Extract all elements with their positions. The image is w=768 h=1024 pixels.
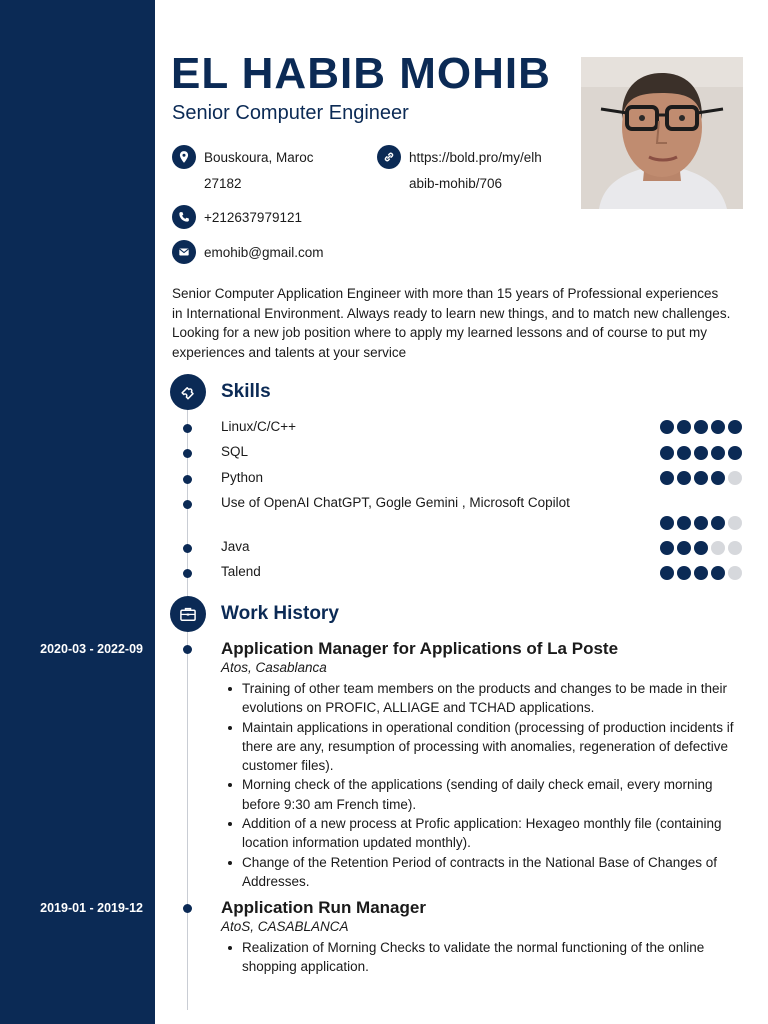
rating-dot-filled [677,446,691,460]
rating-dot-filled [711,420,725,434]
skill-name: Linux/C/C++ [221,419,297,434]
briefcase-icon [170,596,206,632]
rating-dot-empty [728,471,742,485]
list-item: Training of other team members on the products and changes to be made in their evolutions on PROFIC, ALLIAGE and TCHAD applications. [221,679,741,718]
timeline-dot [183,424,192,433]
list-item: Change of the Retention Period of contracts in the National Base of Changes of Addresses. [221,853,741,892]
timeline-dot [183,475,192,484]
timeline-dot [183,544,192,553]
skill-rating [660,420,742,434]
timeline-dot [183,569,192,578]
skill-name: Talend [221,564,261,579]
skill-rating [660,541,742,555]
candidate-name: EL HABIB MOHIB [171,49,551,98]
contact-website[interactable] [377,145,542,197]
address-line1: Bouskoura, Maroc [204,150,314,165]
job-duties [221,679,741,891]
rating-dot-filled [677,471,691,485]
skill-name: SQL [221,444,249,459]
rating-dot-filled [694,541,708,555]
address-line2: 27182 [204,176,242,191]
rating-dot-filled [711,446,725,460]
phone-icon [172,205,196,229]
skill-rating [660,446,742,460]
job-dates: 2020-03 - 2022-09 [40,642,143,656]
contact-phone[interactable] [172,205,302,231]
website-line1[interactable]: https://bold.pro/my/elh [409,150,542,165]
rating-dot-filled [660,446,674,460]
timeline-dot [183,904,192,913]
rating-dot-filled [660,541,674,555]
list-item: Maintain applications in operational condition (processing of production incidents if there are any, resumption of processing with anomalies, regeneration of defective customer files). [221,718,741,776]
sidebar [0,0,155,1024]
job-company: AtoS, CASABLANCA [221,919,349,934]
rating-dot-filled [660,566,674,580]
rating-dot-filled [711,471,725,485]
rating-dot-filled [677,420,691,434]
job-company: Atos, Casablanca [221,660,327,675]
skill-rating [660,566,742,580]
rating-dot-empty [728,541,742,555]
rating-dot-filled [660,471,674,485]
job-title: Application Manager for Applications of La Poste [221,639,619,658]
rating-dot-filled [694,471,708,485]
skill-name: Python [221,470,264,485]
rating-dot-filled [694,446,708,460]
rating-dot-filled [694,516,708,530]
rating-dot-filled [677,566,691,580]
skill-name: Use of OpenAI ChatGPT, Gogle Gemini , Microsoft Copilot [221,495,570,510]
rating-dot-filled [711,566,725,580]
skills-heading: Skills [221,381,271,402]
rating-dot-filled [677,541,691,555]
rating-dot-filled [711,516,725,530]
email-address[interactable]: emohib@gmail.com [204,245,324,260]
work-history-heading: Work History [221,603,339,624]
rating-dot-filled [677,516,691,530]
candidate-title: Senior Computer Engineer [172,102,409,124]
skill-rating [660,471,742,485]
website-line2[interactable]: abib-mohib/706 [409,176,503,191]
rating-dot-filled [660,516,674,530]
rating-dot-empty [728,516,742,530]
rating-dot-filled [660,420,674,434]
list-item: Addition of a new process at Profic application: Hexageo monthly file (containing location information updated monthly). [221,814,741,853]
job-title: Application Run Manager [221,898,426,917]
rating-dot-filled [694,566,708,580]
profile-photo [581,57,743,209]
puzzle-icon [170,374,206,410]
phone-number[interactable]: +212637979121 [204,210,302,225]
rating-dot-filled [728,446,742,460]
rating-dot-empty [728,566,742,580]
timeline-dot [183,500,192,509]
rating-dot-filled [694,420,708,434]
list-item: Morning check of the applications (sending of daily check email, every morning before 9:30 am French time). [221,775,741,814]
profile-summary: Senior Computer Application Engineer with more than 15 years of Professional experiences in International Environment. Always ready to learn new things, and to match new challenges. Looking for a new job position where to apply my learned lessons and of course to put my experiences and talents at your service [172,286,731,360]
email-icon [172,240,196,264]
skill-name: Java [221,539,250,554]
timeline-dot [183,645,192,654]
contact-email[interactable] [172,240,324,266]
location-icon [172,145,196,169]
job-duties [221,938,741,977]
link-icon [377,145,401,169]
timeline-line [187,405,188,1010]
contact-address [172,145,314,197]
list-item: Realization of Morning Checks to validate the normal functioning of the online shopping application. [221,938,741,977]
rating-dot-empty [711,541,725,555]
skill-rating [660,516,742,530]
job-dates: 2019-01 - 2019-12 [40,901,143,915]
rating-dot-filled [728,420,742,434]
timeline-dot [183,449,192,458]
